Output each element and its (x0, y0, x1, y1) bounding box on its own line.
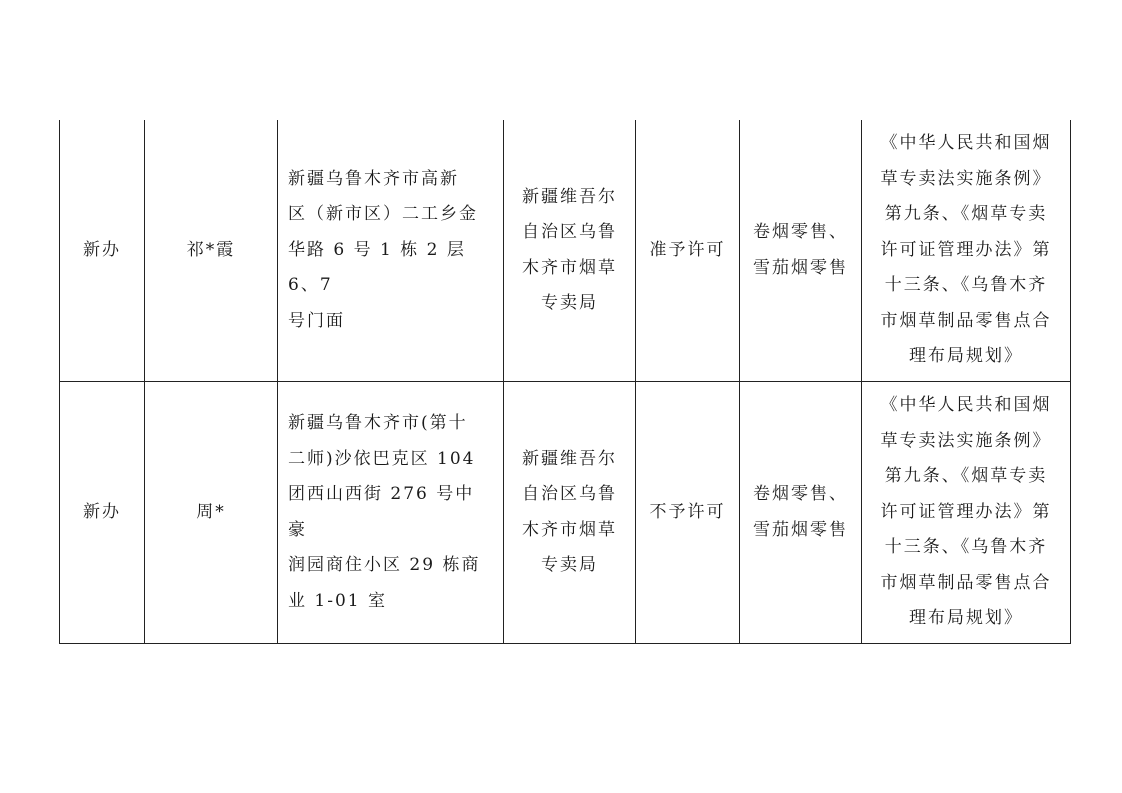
basis-line: 草专卖法实施条例》 (880, 430, 1052, 451)
basis-line: 十三条、《乌鲁木齐 (884, 537, 1048, 558)
basis-line: 市烟草制品零售点合 (880, 572, 1052, 593)
basis-line: 草专卖法实施条例》 (880, 168, 1052, 189)
basis-line: 《中华人民共和国烟 (880, 395, 1052, 416)
scope-cell (740, 120, 862, 382)
basis-line: 理布局规划》 (909, 608, 1023, 629)
name-cell: 祁*霞 (145, 120, 278, 382)
scope-line: 卷烟零售、 (753, 222, 848, 242)
authority-line: 自治区乌鲁 (522, 484, 617, 504)
authority-cell (504, 120, 636, 382)
address-line: 号门面 (288, 310, 345, 331)
authority-line: 木齐市烟草 (522, 519, 617, 540)
basis-cell (862, 382, 1071, 644)
basis-line: 第九条、《烟草专卖 (884, 204, 1048, 225)
address-line: 华路 6 号 1 栋 2 层 6、7 (288, 239, 466, 296)
authority-line: 专卖局 (541, 293, 598, 313)
address-line: 业 1-01 室 (288, 590, 387, 611)
basis-line: 理布局规划》 (909, 346, 1023, 367)
authority-cell (504, 382, 636, 644)
address-line: 新疆乌鲁木齐市高新 (288, 168, 459, 189)
type-cell: 新办 (60, 120, 145, 382)
address-cell (278, 120, 504, 382)
scope-line: 雪茄烟零售 (753, 257, 848, 278)
authority-line: 自治区乌鲁 (522, 222, 617, 242)
basis-line: 许可证管理办法》第 (880, 501, 1052, 522)
basis-line: 市烟草制品零售点合 (880, 310, 1052, 331)
authority-line: 新疆维吾尔 (522, 186, 617, 207)
scope-line: 雪茄烟零售 (753, 519, 848, 540)
table-body (60, 120, 1071, 644)
basis-line: 十三条、《乌鲁木齐 (884, 275, 1048, 296)
address-line: 二师)沙依巴克区 104 (288, 448, 476, 469)
type-cell: 新办 (60, 382, 145, 644)
basis-line: 第九条、《烟草专卖 (884, 466, 1048, 487)
basis-cell (862, 120, 1071, 382)
address-line: 润园商住小区 29 栋商 (288, 555, 481, 575)
authority-line: 木齐市烟草 (522, 257, 617, 278)
basis-line: 《中华人民共和国烟 (880, 133, 1052, 154)
basis-line: 许可证管理办法》第 (880, 239, 1052, 260)
authority-line: 新疆维吾尔 (522, 448, 617, 469)
decision-cell: 不予许可 (636, 382, 740, 644)
table-row (60, 382, 1071, 644)
license-table (59, 120, 1071, 644)
address-line: 团西山西街 276 号中豪 (288, 484, 475, 540)
decision-cell: 准予许可 (636, 120, 740, 382)
address-line: 区（新市区）二工乡金 (288, 204, 478, 225)
table-row (60, 120, 1071, 382)
scope-line: 卷烟零售、 (753, 484, 848, 504)
address-cell (278, 382, 504, 644)
scope-cell (740, 382, 862, 644)
authority-line: 专卖局 (541, 555, 598, 575)
name-cell: 周* (145, 382, 278, 644)
address-line: 新疆乌鲁木齐市(第十 (288, 413, 468, 433)
